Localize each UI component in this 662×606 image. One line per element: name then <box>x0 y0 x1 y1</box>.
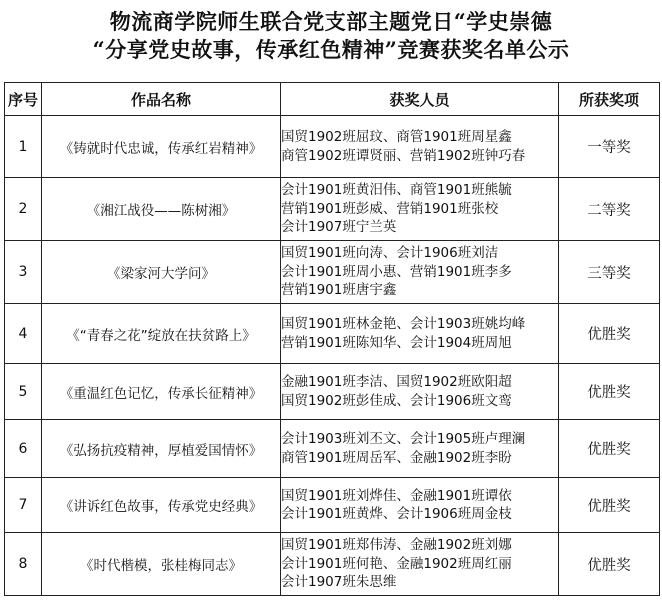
row-award: 一等奖 <box>559 116 660 178</box>
row-award: 优胜奖 <box>559 420 660 478</box>
winner-line: 会计1907班朱思维 <box>281 574 397 591</box>
row-num: 6 <box>5 420 42 478</box>
header-work: 作品名称 <box>42 83 281 116</box>
table-row <box>5 178 660 241</box>
title-line-1: 物流商学院师生联合党支部主题党日“学史崇德 <box>109 9 553 34</box>
row-num: 3 <box>5 241 42 304</box>
row-num: 7 <box>5 478 42 533</box>
winner-line: 会计1901班周小惠、营销1901班李多 <box>281 263 512 280</box>
winner-line: 营销1901班唐宇鑫 <box>281 282 397 299</box>
winner-line: 金融1901班李洁、国贸1902班欧阳超 <box>281 374 512 390</box>
document-title <box>0 8 662 64</box>
winner-line: 国贸1902班彭佳成、会计1906班文鸾 <box>281 392 512 409</box>
row-work-title: 《铸就时代忠诚，传承红岩精神》 <box>42 116 281 178</box>
row-work-title: 《重温红色记忆，传承长征精神》 <box>42 364 281 420</box>
row-winners <box>281 116 559 178</box>
row-num: 8 <box>5 533 42 596</box>
row-winners <box>281 364 559 420</box>
row-work-title: 《讲诉红色故事，传承党史经典》 <box>42 478 281 533</box>
row-award: 优胜奖 <box>559 304 660 364</box>
header-award: 所获奖项 <box>559 83 660 116</box>
row-num: 1 <box>5 116 42 178</box>
row-winners <box>281 533 559 596</box>
winner-line: 商管1901班周岳军、金融1902班李盼 <box>281 449 512 466</box>
row-winners <box>281 241 559 304</box>
winner-line: 国贸1902班屈玟、商管1901班周星鑫 <box>281 129 512 145</box>
winner-line: 营销1901班陈知华、会计1904班周旭 <box>281 334 512 351</box>
header-winners: 获奖人员 <box>281 83 559 116</box>
table-row <box>5 304 660 364</box>
winner-line: 国贸1901班向涛、会计1906班刘洁 <box>281 245 499 262</box>
award-list-table <box>4 82 660 596</box>
row-work-title: 《湘江战役——陈树湘》 <box>42 178 281 241</box>
row-num: 4 <box>5 304 42 364</box>
table-row <box>5 116 660 178</box>
header-num: 序号 <box>5 83 42 116</box>
row-winners <box>281 304 559 364</box>
winner-line: 会计1901班黄汨伟、商管1901班熊毓 <box>281 182 512 199</box>
table-row <box>5 364 660 420</box>
row-num: 2 <box>5 178 42 241</box>
winner-line: 国贸1901班林金艳、会计1903班姚均峰 <box>281 316 526 332</box>
winner-line: 会计1907班宁兰英 <box>281 219 397 236</box>
row-work-title: 《“青春之花”绽放在扶贫路上》 <box>42 304 281 364</box>
table-row <box>5 478 660 533</box>
winner-line: 国贸1901班郑伟涛、金融1902班刘娜 <box>281 537 512 554</box>
winner-line: 营销1901班彭威、营销1901班张校 <box>281 200 499 217</box>
row-award: 优胜奖 <box>559 478 660 533</box>
winner-line: 会计1901班何艳、金融1902班周红丽 <box>281 555 512 572</box>
row-award: 优胜奖 <box>559 364 660 420</box>
table-row <box>5 533 660 596</box>
row-num: 5 <box>5 364 42 420</box>
winner-line: 会计1903班刘丕文、会计1905班卢理澜 <box>281 431 526 447</box>
row-award: 三等奖 <box>559 241 660 304</box>
row-work-title: 《弘扬抗疫精神，厚植爱国情怀》 <box>42 420 281 478</box>
title-line-2: “分享党史故事，传承红色精神”竞赛获奖名单公示 <box>92 37 570 62</box>
table-header-row <box>5 83 660 116</box>
winner-line: 商管1902班谭贤丽、营销1902班钟巧春 <box>281 147 526 164</box>
table-row <box>5 420 660 478</box>
table-row <box>5 241 660 304</box>
winner-line: 国贸1901班刘烨佳、金融1901班谭依 <box>281 487 512 504</box>
row-winners <box>281 420 559 478</box>
row-winners <box>281 178 559 241</box>
row-work-title: 《时代楷模，张桂梅同志》 <box>42 533 281 596</box>
row-work-title: 《梁家河大学问》 <box>42 241 281 304</box>
winner-line: 会计1901班黄烨、会计1906班周金枝 <box>281 506 512 522</box>
row-award: 优胜奖 <box>559 533 660 596</box>
row-winners <box>281 478 559 533</box>
row-award: 二等奖 <box>559 178 660 241</box>
